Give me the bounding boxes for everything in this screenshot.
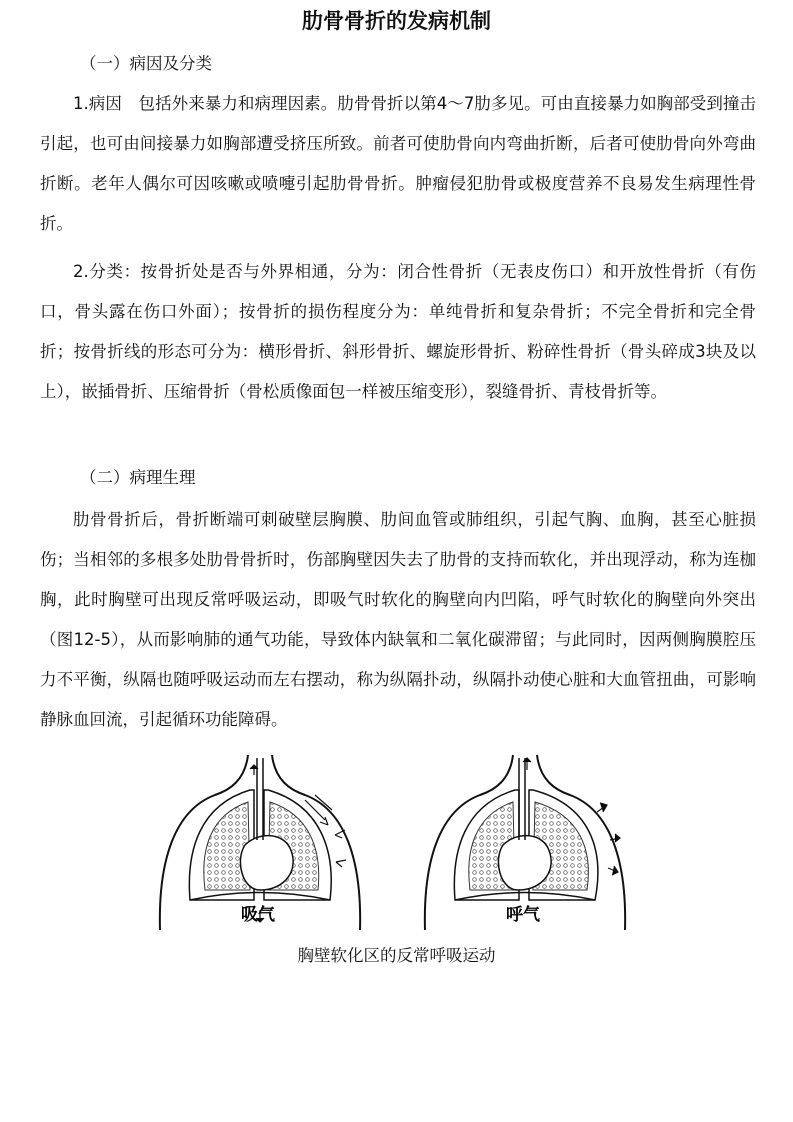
section-heading-pathophysiology: （二）病理生理 (80, 468, 196, 487)
inhale-label: 吸气 (241, 905, 275, 925)
paragraph-pathophysiology: 肋骨骨折后，骨折断端可刺破壁层胸膜、肋间血管或肺组织，引起气胸、血胸，甚至心脏损伤；当相邻的多根多处肋骨骨折时，伤部胸壁因失去了肋骨的支持而软化，并出现浮动，称为连枷胸，此时胸壁可出现反常呼吸运动，即吸气时软化的胸壁向内凹陷，呼气时软化的胸壁向外突出（图12-5），从而影响肺的通气功能，导致体内缺氧和二氧化碳滞留；与此同时，因两侧胸膜腔压力不平衡，纵隔也随呼吸运动而左右摆动，称为纵隔扑动，纵隔扑动使心脏和大血管扭曲，可影响静脉血回流，引起循环功能障碍。 (40, 510, 756, 729)
chest-illustration (150, 750, 640, 940)
figure-caption: 胸壁软化区的反常呼吸运动 (297, 946, 496, 965)
paragraph-etiology: 1.病因 包括外来暴力和病理因素。肋骨骨折以第4～7肋多见。可由直接暴力如胸部受到撞击引起，也可由间接暴力如胸部遭受挤压所致。前者可使肋骨向内弯曲折断，后者可使肋骨向外弯曲折断。老年人偶尔可因咳嗽或喷嚏引起肋骨骨折。肿瘤侵犯肋骨或极度营养不良易发生病理性骨折。 (40, 94, 756, 233)
section-heading-causes: （一）病因及分类 (80, 54, 212, 73)
paragraph-classification: 2.分类：按骨折处是否与外界相通，分为：闭合性骨折（无表皮伤口）和开放性骨折（有伤口，骨头露在伤口外面）；按骨折的损伤程度分为：单纯骨折和复杂骨折；不完全骨折和完全骨折；按骨折线的形态可分为：横形骨折、斜形骨折、螺旋形骨折、粉碎性骨折（骨头碎成3块及以上），嵌插骨折、压缩骨折（骨松质像面包一样被压缩变形），裂缝骨折、青枝骨折等。 (40, 262, 756, 401)
inhale-diagram (160, 755, 360, 930)
page-title: 肋骨骨折的发病机制 (302, 8, 491, 33)
exhale-diagram (425, 755, 625, 930)
exhale-label: 呼气 (506, 905, 540, 925)
